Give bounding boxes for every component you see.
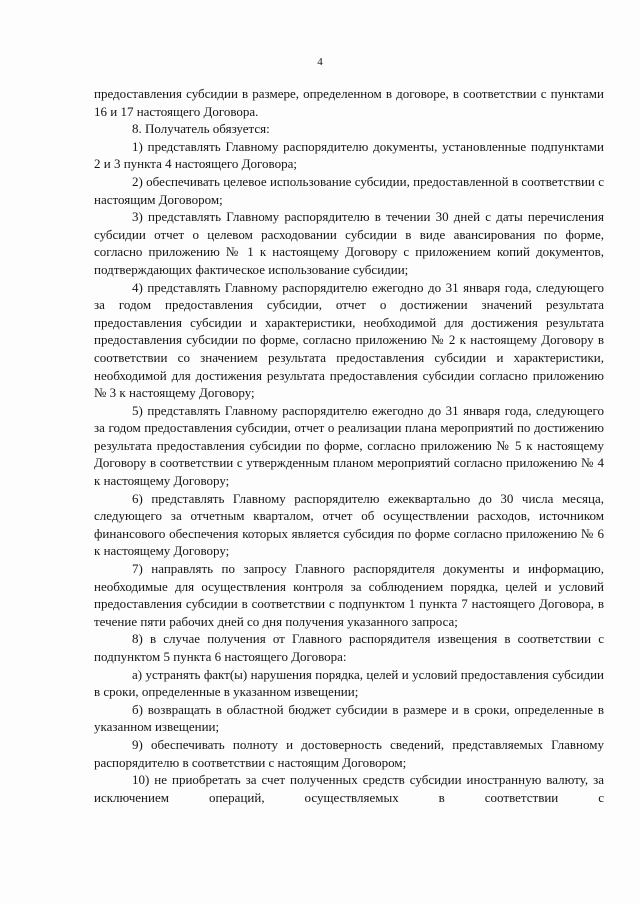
document-paragraph: 10) не приобретать за счет полученных средств субсидии иностранную валюту, за исключением операций, осуществляемых в соответствии с — [94, 772, 604, 805]
document-paragraph: предоставления субсидии в размере, определенном в договоре, в соответствии с пунктами 16 и 17 настоящего Договора. — [94, 86, 604, 119]
document-body — [94, 85, 604, 806]
document-paragraph: 7) направлять по запросу Главного распорядителя документы и информацию, необходимые для осуществления контроля за соблюдением порядка, целей и условий предоставления субсидии в соответствии с подпунктом 1 пункта 7 настоящего Договора, в течение пяти рабочих дней со дня получения указанного запроса; — [94, 561, 604, 629]
page-number: 4 — [317, 56, 323, 68]
document-paragraph: 4) представлять Главному распорядителю ежегодно до 31 января года, следующего за годом предоставления субсидии, отчет о достижении значений результата предоставления субсидии и характеристики, необходимой для достижения результата предоставления субсидии по форме, согласно приложению № 2 к настоящему Договору в соответствии со значением результата предоставления субсидии и характеристики, необходимой для достижения результата предоставления субсидии согласно приложению № 3 к настоящему Договору; — [94, 279, 604, 401]
document-paragraph: 3) представлять Главному распорядителю в течении 30 дней с даты перечисления субсидии отчет о целевом расходовании субсидии в виде авансирования по форме, согласно приложению № 1 к настоящему Договору с приложением копий документов, подтверждающих фактическое использование субсидии; — [94, 209, 604, 277]
document-paragraph: б) возвращать в областной бюджет субсидии в размере и в сроки, определенные в указанном извещении; — [94, 701, 604, 735]
document-paragraph: 8) в случае получения от Главного распорядителя извещения в соответствии с подпунктом 5 пункта 6 настоящего Договора: — [94, 631, 604, 664]
document-paragraph: 2) обеспечивать целевое использование субсидии, предоставленной в соответствии с настоящим Договором; — [94, 173, 604, 207]
document-paragraph: 8. Получатель обязуется: — [132, 121, 270, 137]
document-paragraph: а) устранять факт(ы) нарушения порядка, целей и условий предоставления субсидии в сроки, определенные в указанном извещении; — [94, 666, 604, 700]
document-paragraph: 9) обеспечивать полноту и достоверность сведений, представляемых Главному распорядителю в соответствии с настоящим Договором; — [94, 736, 604, 770]
document-paragraph: 6) представлять Главному распорядителю ежеквартально до 30 числа месяца, следующего за отчетным кварталом, отчет об осуществлении расходов, источником финансового обеспечения которых является субсидия по форме согласно приложению № 6 к настоящему Договору; — [94, 490, 604, 559]
document-paragraph: 1) представлять Главному распорядителю документы, установленные подпунктами 2 и 3 пункта 4 настоящего Договора; — [94, 138, 604, 172]
document-paragraph: 5) представлять Главному распорядителю ежегодно до 31 января года, следующего за годом предоставления субсидии, отчет о реализации плана мероприятий по достижению результата предоставления субсидии по форме, согласно приложению № 5 к настоящему Договору в соответствии с утвержденным планом мероприятий согласно приложению № 4 к настоящему Договору; — [94, 402, 604, 489]
